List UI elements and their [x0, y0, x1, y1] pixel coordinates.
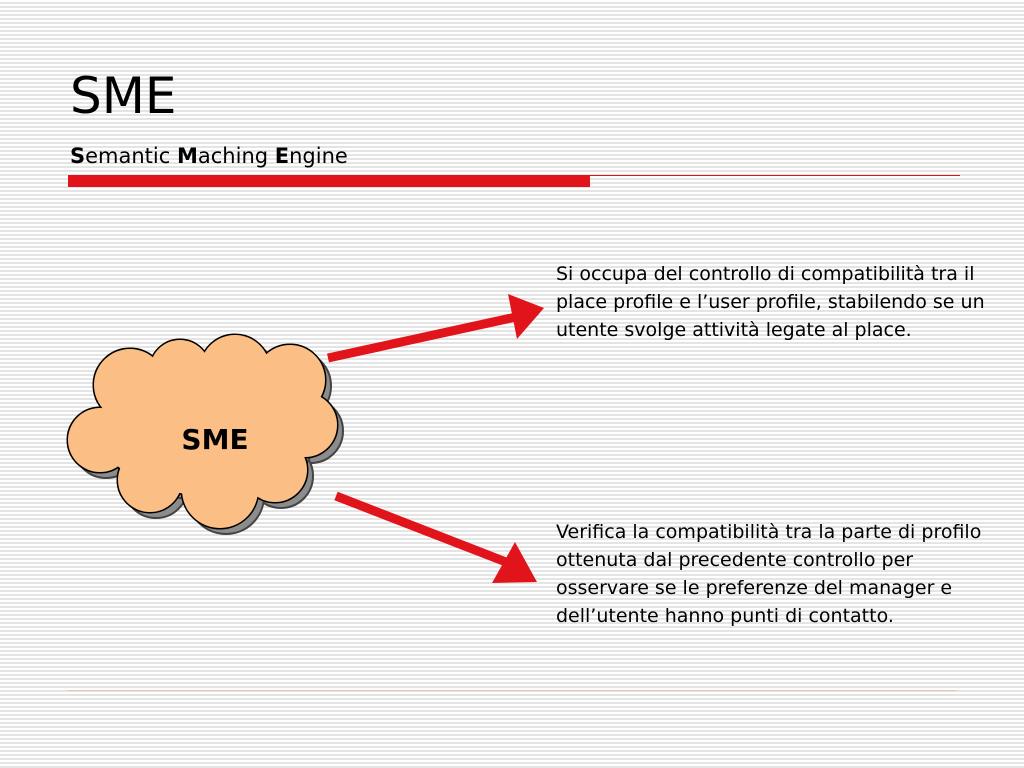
- subtitle-m-rest: aching: [197, 144, 275, 168]
- cloud-label: SME: [181, 423, 249, 456]
- slide-title: SME: [70, 67, 177, 125]
- subtitle-e-rest: ngine: [289, 144, 348, 168]
- subtitle-e-initial: E: [274, 144, 290, 168]
- arrow-to-top-description: [328, 294, 544, 358]
- subtitle-s-initial: S: [70, 144, 86, 168]
- arrow-to-bottom-description: [336, 496, 537, 583]
- bottom-description: Verifica la compatibilità tra la parte di profilo ottenuta dal precedente controllo per osservare se le preferenze del manager e dell’utente hanno punti di contatto.: [556, 521, 982, 627]
- footer-divider: [68, 690, 956, 691]
- subtitle-m-initial: M: [176, 144, 198, 168]
- top-description: Si occupa del controllo di compatibilità tra il place profile e l’user profile, stabilendo se un utente svolge attività legate al place.: [556, 263, 985, 341]
- subtitle-s-rest: emantic: [85, 144, 177, 168]
